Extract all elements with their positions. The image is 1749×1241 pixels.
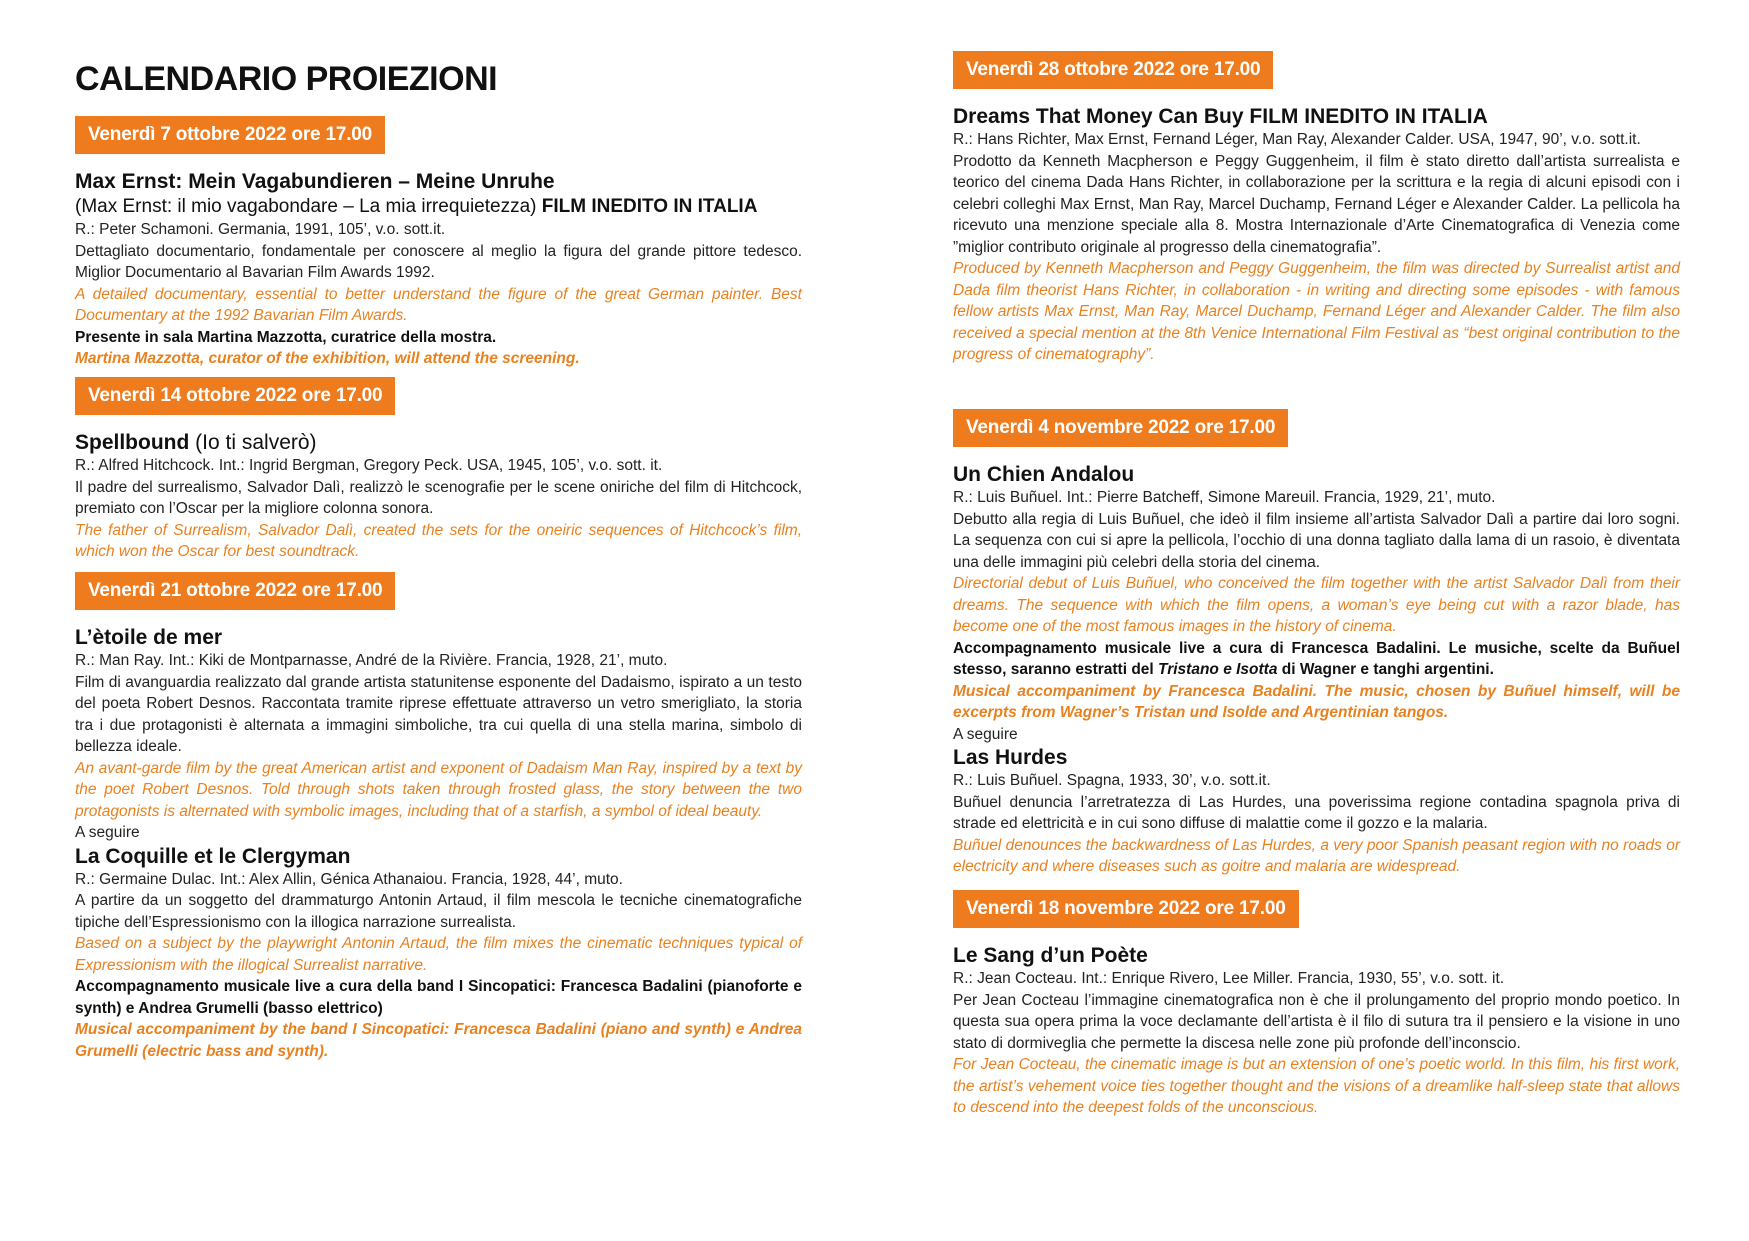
premiere-tag: FILM INEDITO IN ITALIA xyxy=(541,196,758,217)
film-title: L’ètoile de mer xyxy=(75,626,223,649)
page-title: CALENDARIO PROIEZIONI xyxy=(75,60,498,98)
film-title: Le Sang d’un Poète xyxy=(953,944,1148,967)
description-en: An avant-garde film by the great American artist and exponent of Dadaism Man Ray, inspired by a text by the poet Robert Desnos. Told through shots taken through frosted glass, the story between the two protagonists is alternated with symbolic images, including that of a starfish, a symbol of ideal beauty. xyxy=(75,759,802,820)
description-it: Dettagliato documentario, fondamentale per conoscere al meglio la figura del grande pittore tedesco. Miglior Documentario al Bavarian Film Awards 1992. xyxy=(75,242,802,281)
film-credits: R.: Luis Buñuel. Int.: Pierre Batcheff, Simone Mareuil. Francia, 1929, 21’, muto. xyxy=(953,489,1496,506)
music-note-en: Musical accompaniment by the band I Sincopatici: Francesca Badalini (piano and synth) e Andrea Grumelli (electric bass and synth). xyxy=(75,1021,802,1060)
description-en: Directorial debut of Luis Buñuel, who conceived the film together with the artist Salvador Dalì from their dreams. The sequence with which the film opens, a woman’s eye being cut with a razor blade, has become one of the most famous images in the history of cinema. xyxy=(953,575,1680,635)
film-title: Max Ernst: Mein Vagabundieren – Meine Unruhe xyxy=(75,170,555,193)
event-6 xyxy=(953,890,1680,1119)
film-title xyxy=(953,104,1680,129)
italian-title: (Max Ernst: il mio vagabondare – La mia irrequietezza) xyxy=(75,196,537,217)
a-seguire: A seguire xyxy=(953,725,1018,743)
film-credits: R.: Man Ray. Int.: Kiki de Montparnasse, André de la Rivière. Francia, 1928, 21’, muto. xyxy=(75,652,668,669)
film-credits: R.: Peter Schamoni. Germania, 1991, 105’, v.o. sott.it. xyxy=(75,221,446,238)
description-it: Per Jean Cocteau l’immagine cinematografica non è che il prolungamento del proprio mondo poetico. In questa sua opera prima la voce declamante dell’artista è il filo di sutura tra il pensiero e la visione in uno stato di dormiveglia che permette la discesa nelle zone più profonde dell’inconscio. xyxy=(953,991,1680,1052)
film-subtitle xyxy=(75,194,802,219)
description-it: Film di avanguardia realizzato dal grande artista statunitense esponente del Dadaismo, ispirato a un testo del poeta Robert Desnos. Raccontata tramite riprese effettuate attraverso un vetro smerigliato, la storia tra i due protagonisti è alternata a immagini simboliche, tra cui quella di una stella marina, simbolo di bellezza ideale. xyxy=(75,673,802,755)
description-it: Il padre del surrealismo, Salvador Dalì, realizzò le scenografie per le scene oniriche del film di Hitchcock, premiato con l’Oscar per la migliore colonna sonora. xyxy=(75,478,802,517)
film-credits: R.: Jean Cocteau. Int.: Enrique Rivero, Lee Miller. Francia, 1930, 55’, v.o. sott. it. xyxy=(953,970,1505,987)
film-title: La Coquille et le Clergyman xyxy=(75,844,351,868)
music-note-it: Accompagnamento musicale live a cura della band I Sincopatici: Francesca Badalini (pianoforte e synth) e Andrea Grumelli (basso elettrico) xyxy=(75,978,802,1017)
description-it: Buñuel denuncia l’arretratezza di Las Hurdes, una poverissima regione contadina spagnola priva di strade ed elettricità e in cui sono diffuse di malattie come il gozzo e la malaria. xyxy=(953,793,1680,832)
date-badge: Venerdì 21 ottobre 2022 ore 17.00 xyxy=(75,572,395,610)
description-en: Based on a subject by the playwright Antonin Artaud, the film mixes the cinematic techniques typical of Expressionism with the illogical Surrealist narrative. xyxy=(75,935,802,974)
music-note-it: Accompagnamento musicale live a cura di Francesca Badalini. Le musiche, scelte da Buñuel stesso, saranno estratti del Tristano e Isotta di Wagner e tanghi argentini. xyxy=(953,639,1680,678)
premiere-tag: FILM INEDITO IN ITALIA xyxy=(1249,105,1488,128)
italian-title: (Io ti salverò) xyxy=(195,431,317,454)
guest-note-en: Martina Mazzotta, curator of the exhibition, will attend the screening. xyxy=(75,350,580,367)
music-note-en: Musical accompaniment by Francesca Badalini. The music, chosen by Buñuel himself, will be excerpts from Wagner’s Tristan und Isolde and Argentinian tangos. xyxy=(953,682,1680,721)
description-en: Produced by Kenneth Macpherson and Peggy Guggenheim, the film was directed by Surrealist artist and Dada film theorist Hans Richter, in collaboration - in writing and directing some episodes - with famous fellow artists Max Ernst, Man Ray, Marcel Duchamp, Fernand Léger and Alexander Calder. The film also received a special mention at the 8th Venice International Film Festival as “best original contribution to the progress of cinematography”. xyxy=(953,260,1680,363)
date-badge: Venerdì 4 novembre 2022 ore 17.00 xyxy=(953,409,1288,447)
event-2 xyxy=(75,377,802,563)
film-title: Un Chien Andalou xyxy=(953,463,1135,486)
event-3 xyxy=(75,572,802,1062)
film-title xyxy=(75,430,802,455)
description-it: Debutto alla regia di Luis Buñuel, che ideò il film insieme all’artista Salvador Dalì a partire dai loro sogni. La sequenza con cui si apre la pellicola, l’occhio di una donna tagliato dalla lama di un rasoio, è diventata una delle immagini più celebri della storia del cinema. xyxy=(953,510,1680,571)
description-en: The father of Surrealism, Salvador Dalì, created the sets for the oneiric sequences of Hitchcock’s film, which won the Oscar for best soundtrack. xyxy=(75,521,802,560)
event-4 xyxy=(953,51,1680,366)
description-it: A partire da un soggetto del drammaturgo Antonin Artaud, il film mescola le tecniche cinematografiche tipiche dell’Espressionismo con la illogica narrazione surrealista. xyxy=(75,892,802,931)
film-credits: R.: Alfred Hitchcock. Int.: Ingrid Bergman, Gregory Peck. USA, 1945, 105’, v.o. sott. it. xyxy=(75,457,663,474)
date-badge: Venerdì 7 ottobre 2022 ore 17.00 xyxy=(75,116,385,154)
original-title: Spellbound xyxy=(75,431,190,454)
description-it: Prodotto da Kenneth Macpherson e Peggy Guggenheim, il film è stato diretto dall’artista surrealista e teorico del cinema Dada Hans Richter, in collaborazione per la scrittura e la regia di alcuni episodi con i celebri colleghi Max Ernst, Man Ray, Marcel Duchamp, Fernand Léger e Alexander Calder. La pellicola ha ricevuto una menzione speciale alla 8. Mostra Internazionale d’Arte Cinematografica di Venezia come ”miglior contributo originale al progresso della cinematografia”. xyxy=(953,152,1680,256)
film-title: Las Hurdes xyxy=(953,746,1068,769)
film-credits: R.: Luis Buñuel. Spagna, 1933, 30’, v.o. sott.it. xyxy=(953,772,1271,789)
a-seguire: A seguire xyxy=(75,824,140,841)
original-title: Dreams That Money Can Buy xyxy=(953,105,1244,128)
description-en: For Jean Cocteau, the cinematic image is but an extension of one’s poetic world. In this film, his first work, the artist’s vehement voice ties together thought and the visions of a dreamlike half-sleep state that allows to descend into the deepest folds of the unconscious. xyxy=(953,1056,1680,1116)
date-badge: Venerdì 28 ottobre 2022 ore 17.00 xyxy=(953,51,1273,89)
date-badge: Venerdì 18 novembre 2022 ore 17.00 xyxy=(953,890,1299,928)
film-credits: R.: Germaine Dulac. Int.: Alex Allin, Génica Athanaiou. Francia, 1928, 44’, muto. xyxy=(75,870,623,888)
date-badge: Venerdì 14 ottobre 2022 ore 17.00 xyxy=(75,377,395,415)
event-5 xyxy=(953,409,1680,878)
film-credits: R.: Hans Richter, Max Ernst, Fernand Léger, Man Ray, Alexander Calder. USA, 1947, 90’, v.o. sott.it. xyxy=(953,131,1641,148)
guest-note-it: Presente in sala Martina Mazzotta, curatrice della mostra. xyxy=(75,328,497,346)
opera-title: Tristano e Isotta xyxy=(1158,661,1278,678)
event-1 xyxy=(75,116,802,370)
description-en: Buñuel denounces the backwardness of Las Hurdes, a very poor Spanish peasant region with no roads or electricity and where diseases such as goitre and malaria are widespread. xyxy=(953,836,1680,875)
description-en: A detailed documentary, essential to better understand the figure of the great German painter. Best Documentary at the 1992 Bavarian Film Awards. xyxy=(75,285,802,324)
